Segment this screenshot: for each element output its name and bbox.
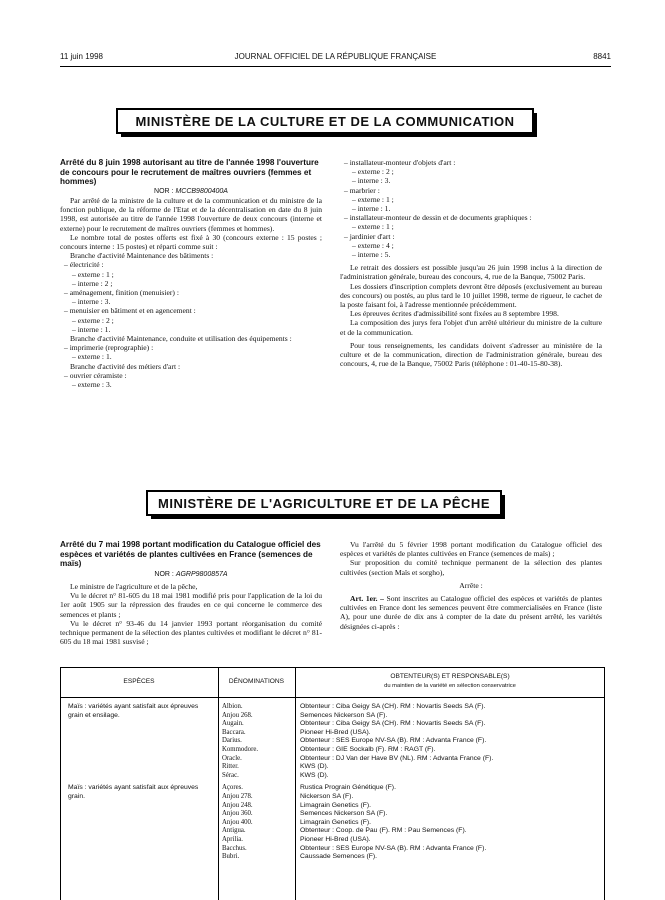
ministry-culture-banner (116, 108, 534, 134)
table-row (60, 793, 605, 802)
table-cell-denomination: Kommodore. (222, 745, 259, 753)
left-line: – ouvrier céramiste : (64, 370, 127, 380)
table-body (60, 703, 605, 862)
running-header (60, 52, 611, 64)
ministry-culture-title: MINISTÈRE DE LA CULTURE ET DE LA COMMUNICATION (135, 113, 515, 129)
right-line: – interne : 5. (352, 250, 391, 260)
table-header-obtenteurs-line2: du maintien de la variété en sélection conservatrice (384, 683, 516, 689)
left-line: – aménagement, finition (menuisier) : (64, 288, 179, 298)
left-line: – interne : 2 ; (72, 278, 113, 288)
table-cell-denomination: Bubri. (222, 853, 240, 861)
arrete1-para5: Les épreuves écrites d'admissibilité sont fixées au 8 septembre 1998. (350, 309, 559, 319)
arrete1-nor-code: MCCB9800400A (175, 187, 228, 195)
ministry-agriculture-banner (146, 490, 502, 516)
table-cell-denomination: Anjou 400. (222, 818, 253, 826)
table-cell-denomination: Anjou 268. (222, 711, 253, 719)
arrete2-para4: Vu l'arrêté du 5 février 1998 portant modification du Catalogue officiel des espèces et variétés de plantes cultivées en France (semences de maïs) ; (340, 540, 602, 559)
right-line: – interne : 3. (352, 176, 391, 186)
table-cell-espece: grain. (68, 792, 86, 800)
table-cell-denomination: Anjou 248. (222, 801, 253, 809)
left-line: – externe : 1 ; (72, 269, 114, 279)
table-cell-obtenteur: Pioneer Hi-Bred (USA). (300, 728, 371, 736)
table-cell-denomination: Baccara. (222, 728, 246, 736)
table-row (60, 703, 605, 712)
table-cell-denomination: Antigua. (222, 827, 246, 835)
table-row (60, 845, 605, 854)
arrete2-article1-text: Sont inscrites au Catalogue officiel des espèces et variétés de plantes cultivées en France dont les semences peuvent être commercialisées en France (liste A), pour une durée de dix ans à compter de la date du présent arrêté, les variétés désignées ci-après : (340, 594, 602, 631)
table-cell-denomination: Açores. (222, 784, 243, 792)
table-row (60, 819, 605, 828)
varieties-table (60, 667, 605, 900)
arrete2-title: Arrêté du 7 mai 1998 portant modification du Catalogue officiel des espèces et variétés de plantes cultivées en France (semences de maïs) (60, 540, 321, 569)
left-line: – imprimerie (reprographie) : (64, 343, 154, 353)
arrete2-para3: Vu le décret n° 93-46 du 14 janvier 1993 portant réorganisation du comité technique permanent de la sélection des plantes cultivées et modifiant le décret n° 81-605 du 18 mai 1981 susvisé ; (60, 618, 322, 647)
header-page-number: 8841 (593, 52, 611, 61)
right-line: – marbrier : (344, 185, 380, 195)
table-cell-obtenteur: Caussade Semences (F). (300, 853, 378, 861)
right-line: – installateur-monteur de dessin et de documents graphiques : (344, 213, 532, 223)
arrete1-para4: Les dossiers d'inscription complets devront être déposés (exclusivement au bureau des concours) ou postés, au plus tard le 10 juillet 1998, terme de rigueur, le cachet de la poste faisant foi, à l'adresse mentionnée précédemment. (340, 281, 602, 310)
table-row (60, 755, 605, 764)
arrete1-para2: Le nombre total de postes offerts est fixé à 30 (concours externe : 15 postes ; concours interne : 15 postes) et réparti comme suit : (60, 232, 322, 251)
table-row (60, 737, 605, 746)
arrete1-post-list-right (340, 158, 602, 259)
table-cell-denomination: Ritter. (222, 763, 239, 771)
arrete2-nor (60, 570, 322, 579)
arrete1-nor (60, 187, 322, 196)
table-row (60, 720, 605, 729)
right-line: – externe : 2 ; (352, 167, 394, 177)
arrete1-para1: Par arrêté de la ministre de la culture et de la communication et du ministre de la fonction publique, de la réforme de l'Etat et de la décentralisation en date du 8 juin 1998, est autorisée au titre de l'année 1998 l'ouverture de deux concours (interne et externe) pour le recrutement de maîtres ouvriers (femmes et hommes). (60, 195, 322, 233)
table-header-denominations (218, 667, 295, 697)
table-cell-denomination: Oracle. (222, 754, 242, 762)
table-row (60, 729, 605, 738)
arrete2-nor-code: AGRP9800857A (175, 570, 228, 578)
table-row (60, 712, 605, 721)
arrete2-para2: Vu le décret n° 81-605 du 18 mai 1981 modifié pris pour l'application de la loi du 1er août 1905 sur la répression des fraudes en ce qui concerne le commerce des semences et plants ; (60, 591, 322, 619)
table-cell-obtenteur: Obtenteur : Ciba Geigy SA (CH). RM : Novartis Seeds SA (F). (300, 703, 486, 710)
right-line: – installateur-monteur d'objets d'art : (344, 158, 456, 167)
table-cell-denomination: Bacchus. (222, 844, 247, 852)
table-cell-espece: Maïs : variétés ayant satisfait aux épreuves (68, 784, 199, 792)
table-cell-obtenteur: Pioneer Hi-Bred (USA). (300, 835, 371, 843)
table-cell-espece: Maïs : variétés ayant satisfait aux épreuves (68, 703, 199, 710)
table-cell-obtenteur: Obtenteur : DJ Van der Have BV (NL). RM : Advanta France (F). (300, 754, 494, 762)
table-row (60, 853, 605, 862)
arrete2-left-column (60, 540, 322, 646)
table-cell-obtenteur: Limagrain Genetics (F). (300, 818, 372, 826)
table-header-obtenteurs-line1: OBTENTEUR(S) ET RESPONSABLE(S) (390, 673, 510, 681)
table-cell-denomination: Albion. (222, 703, 243, 710)
arrete2-para5: Sur proposition du comité technique permanent de la sélection des plantes cultivées (section Maïs et sorgho), (340, 558, 602, 577)
left-line: – externe : 3. (72, 380, 112, 390)
arrete1-para6: La composition des jurys fera l'objet d'un arrêté ultérieur du ministre de la culture et de la communication. (340, 318, 602, 337)
table-cell-obtenteur: Semences Nickerson SA (F). (300, 711, 388, 719)
table-cell-denomination: Anjou 360. (222, 810, 253, 818)
arrete1-para3: Le retrait des dossiers est possible jusqu'au 26 juin 1998 inclus à la direction de l'administration générale, bureau des concours, 4, rue de la Banque, 75002 Paris. (340, 263, 602, 282)
header-journal-title: JOURNAL OFFICIEL DE LA RÉPUBLIQUE FRANÇAISE (234, 52, 437, 61)
table-cell-denomination: Sérac. (222, 771, 239, 779)
table-row (60, 810, 605, 819)
left-line: – externe : 1. (72, 352, 112, 362)
right-line: – interne : 1. (352, 204, 391, 214)
arrete1-post-list-left (60, 251, 322, 389)
table-row (60, 836, 605, 845)
table-cell-obtenteur: Obtenteur : GIE Sockalb (F). RM : RAGT (F). (300, 745, 436, 753)
table-cell-obtenteur: Rustica Prograin Génétique (F). (300, 784, 396, 792)
table-header-especes (60, 667, 218, 697)
left-line: – interne : 1. (72, 324, 111, 334)
arrete2-nor-label: NOR : (154, 570, 174, 578)
arrete2-para1: Le ministre de l'agriculture et de la pêche, (70, 581, 198, 591)
table-cell-obtenteur: Limagrain Genetics (F). (300, 801, 372, 809)
table-header-obtenteurs (295, 667, 605, 697)
table-cell-obtenteur: Nickerson SA (F). (300, 792, 354, 800)
table-cell-obtenteur: Obtenteur : Ciba Geigy SA (CH). RM : Novartis Seeds SA (F). (300, 720, 486, 728)
table-cell-obtenteur: KWS (D). (300, 763, 329, 771)
arrete1-para7: Pour tous renseignements, les candidats doivent s'adresser au ministère de la culture et de la communication, direction de l'administration générale, bureau des concours, 4, rue de la Banque, 75002 Paris (téléphone : 01-40-15-80-38). (340, 340, 602, 369)
table-cell-denomination: Aprilia. (222, 835, 243, 843)
table-row (60, 802, 605, 811)
right-line: – jardinier d'art : (344, 231, 395, 241)
ministry-agriculture-title: MINISTÈRE DE L'AGRICULTURE ET DE LA PÊCHE (158, 495, 490, 511)
right-line: – externe : 1 ; (352, 222, 394, 232)
table-cell-espece: grain et ensilage. (68, 711, 120, 719)
left-line: – externe : 2 ; (72, 315, 114, 325)
right-line: – externe : 1 ; (352, 194, 394, 204)
table-row (60, 772, 605, 781)
left-line: – électricité : (64, 260, 104, 270)
table-row (60, 827, 605, 836)
arrete2-right-column (340, 540, 602, 631)
arrete1-title: Arrêté du 8 juin 1998 autorisant au titre de l'année 1998 l'ouverture de concours pour le recrutement de maîtres ouvriers (femmes et hommes) (60, 158, 319, 187)
header-rule (60, 66, 611, 67)
arrete1-left-column (60, 158, 322, 389)
left-line: – interne : 3. (72, 297, 111, 307)
table-cell-denomination: Darius. (222, 737, 242, 745)
table-cell-denomination: Anjou 278. (222, 792, 253, 800)
table-row (60, 784, 605, 793)
table-cell-denomination: Augain. (222, 720, 244, 728)
table-cell-obtenteur: Obtenteur : SES Europe NV-SA (B). RM : Advanta France (F). (300, 844, 487, 852)
table-row (60, 763, 605, 772)
table-cell-obtenteur: KWS (D). (300, 771, 329, 779)
left-line: Branche d'activité Maintenance, conduite et utilisation des équipements : (70, 334, 292, 344)
table-header-denominations-text: DÉNOMINATIONS (228, 677, 285, 685)
table-header-rule (60, 697, 605, 698)
table-row (60, 746, 605, 755)
arrete2-article1 (340, 594, 602, 631)
arrete1-nor-label: NOR : (154, 187, 174, 195)
right-line: – externe : 4 ; (352, 240, 394, 250)
table-cell-obtenteur: Obtenteur : Coop. de Pau (F). RM : Pau Semences (F). (300, 827, 467, 835)
arrete2-article1-label: Art. 1er. – (350, 594, 384, 604)
arrete1-right-column (340, 158, 602, 368)
header-date: 11 juin 1998 (60, 52, 103, 61)
left-line: Branche d'activité des métiers d'art : (70, 361, 181, 371)
arrete2-arrete-word: Arrête : (459, 580, 483, 590)
table-cell-obtenteur: Obtenteur : SES Europe NV-SA (B). RM : Advanta France (F). (300, 737, 487, 745)
left-line: – menuisier en bâtiment et en agencement : (64, 306, 196, 316)
left-line: Branche d'activité Maintenance des bâtiments : (70, 251, 214, 261)
table-header-especes-text: ESPÈCES (123, 677, 155, 685)
table-cell-obtenteur: Semences Nickerson SA (F). (300, 810, 388, 818)
